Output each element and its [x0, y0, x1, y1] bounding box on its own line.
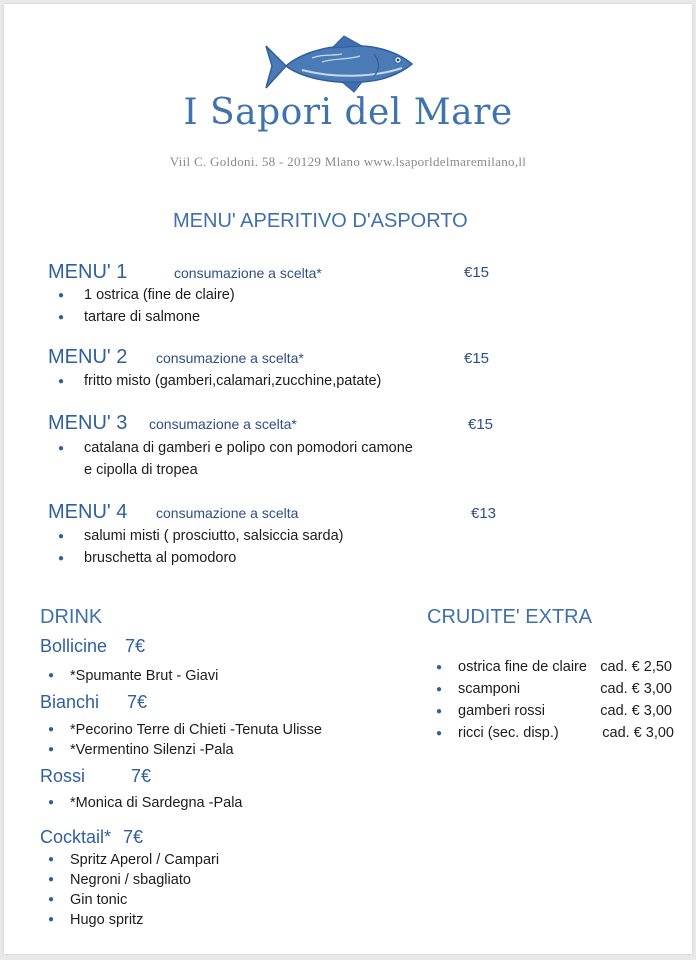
bullet-icon: ● [48, 670, 55, 681]
bullet-icon: ● [48, 744, 55, 755]
menu-1-price: €15 [464, 264, 490, 281]
menu-4-note: consumazione a scelta [156, 505, 299, 521]
drink-category-bianchi: Bianchi 7€ [40, 692, 148, 712]
list-item: ● ostrica fine de claire cad. € 2,50 [436, 659, 672, 675]
rossi-items [40, 793, 243, 813]
menu-4-name: MENU' 4 [48, 501, 128, 523]
menu-4-price: €13 [471, 505, 497, 522]
bullet-icon: ● [58, 552, 65, 564]
drink-category-bollicine: Bollicine 7€ [40, 636, 146, 656]
menu-2-items [50, 371, 381, 393]
page-title: MENU' APERITIVO D'ASPORTO [173, 210, 468, 232]
bullet-icon: ● [436, 662, 443, 673]
bullet-icon: ● [48, 724, 55, 735]
menu-1-name: MENU' 1 [48, 261, 128, 283]
list-item: ● scamponi cad. € 3,00 [436, 681, 672, 697]
bullet-icon: ● [48, 894, 55, 905]
menu-3-items [50, 438, 413, 481]
menu-3-name: MENU' 3 [48, 412, 128, 434]
crudite-list [436, 659, 676, 759]
bullet-icon: ● [436, 728, 443, 739]
bullet-icon: ● [48, 854, 55, 865]
address-line: Viil C. Goldoni. 58 - 20129 Mlano www.lsaporldelmaremilano,ll [169, 154, 527, 169]
menu-sheet [4, 4, 692, 954]
list-item: ● Negroni / sbagliato [48, 872, 191, 888]
menu-3-note: consumazione a scelta* [149, 416, 297, 432]
list-item: ● 1 ostrica (fine de claire) [50, 285, 235, 307]
bullet-icon: ● [58, 376, 65, 387]
list-item-continuation: e cipolla di tropea [84, 461, 198, 478]
list-item: ● bruschetta al pomodoro [50, 548, 343, 570]
menu-1-items [50, 285, 235, 328]
drink-title: DRINK [40, 606, 103, 628]
restaurant-name: I Sapori del Mare [183, 92, 513, 133]
bullet-icon: ● [48, 874, 55, 885]
list-item: ● gamberi rossi cad. € 3,00 [436, 703, 672, 719]
list-item: ● tartare di salmone [50, 307, 235, 329]
crudite-title: CRUDITE' EXTRA [427, 606, 592, 628]
list-item: ● ricci (sec. disp.) cad. € 3,00 [436, 725, 674, 741]
bianchi-items [40, 720, 322, 760]
list-item: ● Gin tonic [48, 892, 128, 908]
bullet-icon: ● [58, 311, 65, 323]
list-item: ● *Vermentino Silenzi -Pala [48, 742, 234, 758]
list-item: ● Spritz Aperol / Campari [48, 852, 220, 868]
cocktail-items [40, 850, 219, 930]
list-item: ● Hugo spritz [48, 912, 144, 928]
list-item: ● salumi misti ( prosciutto, salsiccia sarda) [50, 526, 343, 548]
drink-category-cocktail: Cocktail* 7€ [40, 827, 144, 847]
drink-category-rossi: Rossi 7€ [40, 766, 152, 786]
list-item: ● *Monica di Sardegna -Pala [48, 795, 243, 811]
list-item: ● *Spumante Brut - Giavi [48, 668, 219, 684]
menu-1-note: consumazione a scelta* [174, 265, 322, 281]
fish-icon [262, 32, 418, 96]
bullet-icon: ● [436, 684, 443, 695]
bullet-icon: ● [58, 443, 65, 454]
menu-2-price: €15 [464, 350, 490, 367]
bullet-icon: ● [48, 797, 55, 808]
bollicine-items [40, 666, 218, 686]
bullet-icon: ● [58, 290, 65, 301]
list-item: ● fritto misto (gamberi,calamari,zucchine,patate) [50, 371, 381, 393]
bullet-icon: ● [48, 914, 55, 925]
menu-2-name: MENU' 2 [48, 346, 128, 368]
list-item: ● catalana di gamberi e polipo con pomodori camone [50, 438, 413, 460]
menu-4-items [50, 526, 343, 569]
menu-2-note: consumazione a scelta* [156, 350, 304, 366]
menu-3-price: €15 [468, 416, 494, 433]
list-item: ● *Pecorino Terre di Chieti -Tenuta Ulisse [48, 722, 322, 738]
bullet-icon: ● [58, 531, 65, 542]
bullet-icon: ● [436, 706, 443, 717]
